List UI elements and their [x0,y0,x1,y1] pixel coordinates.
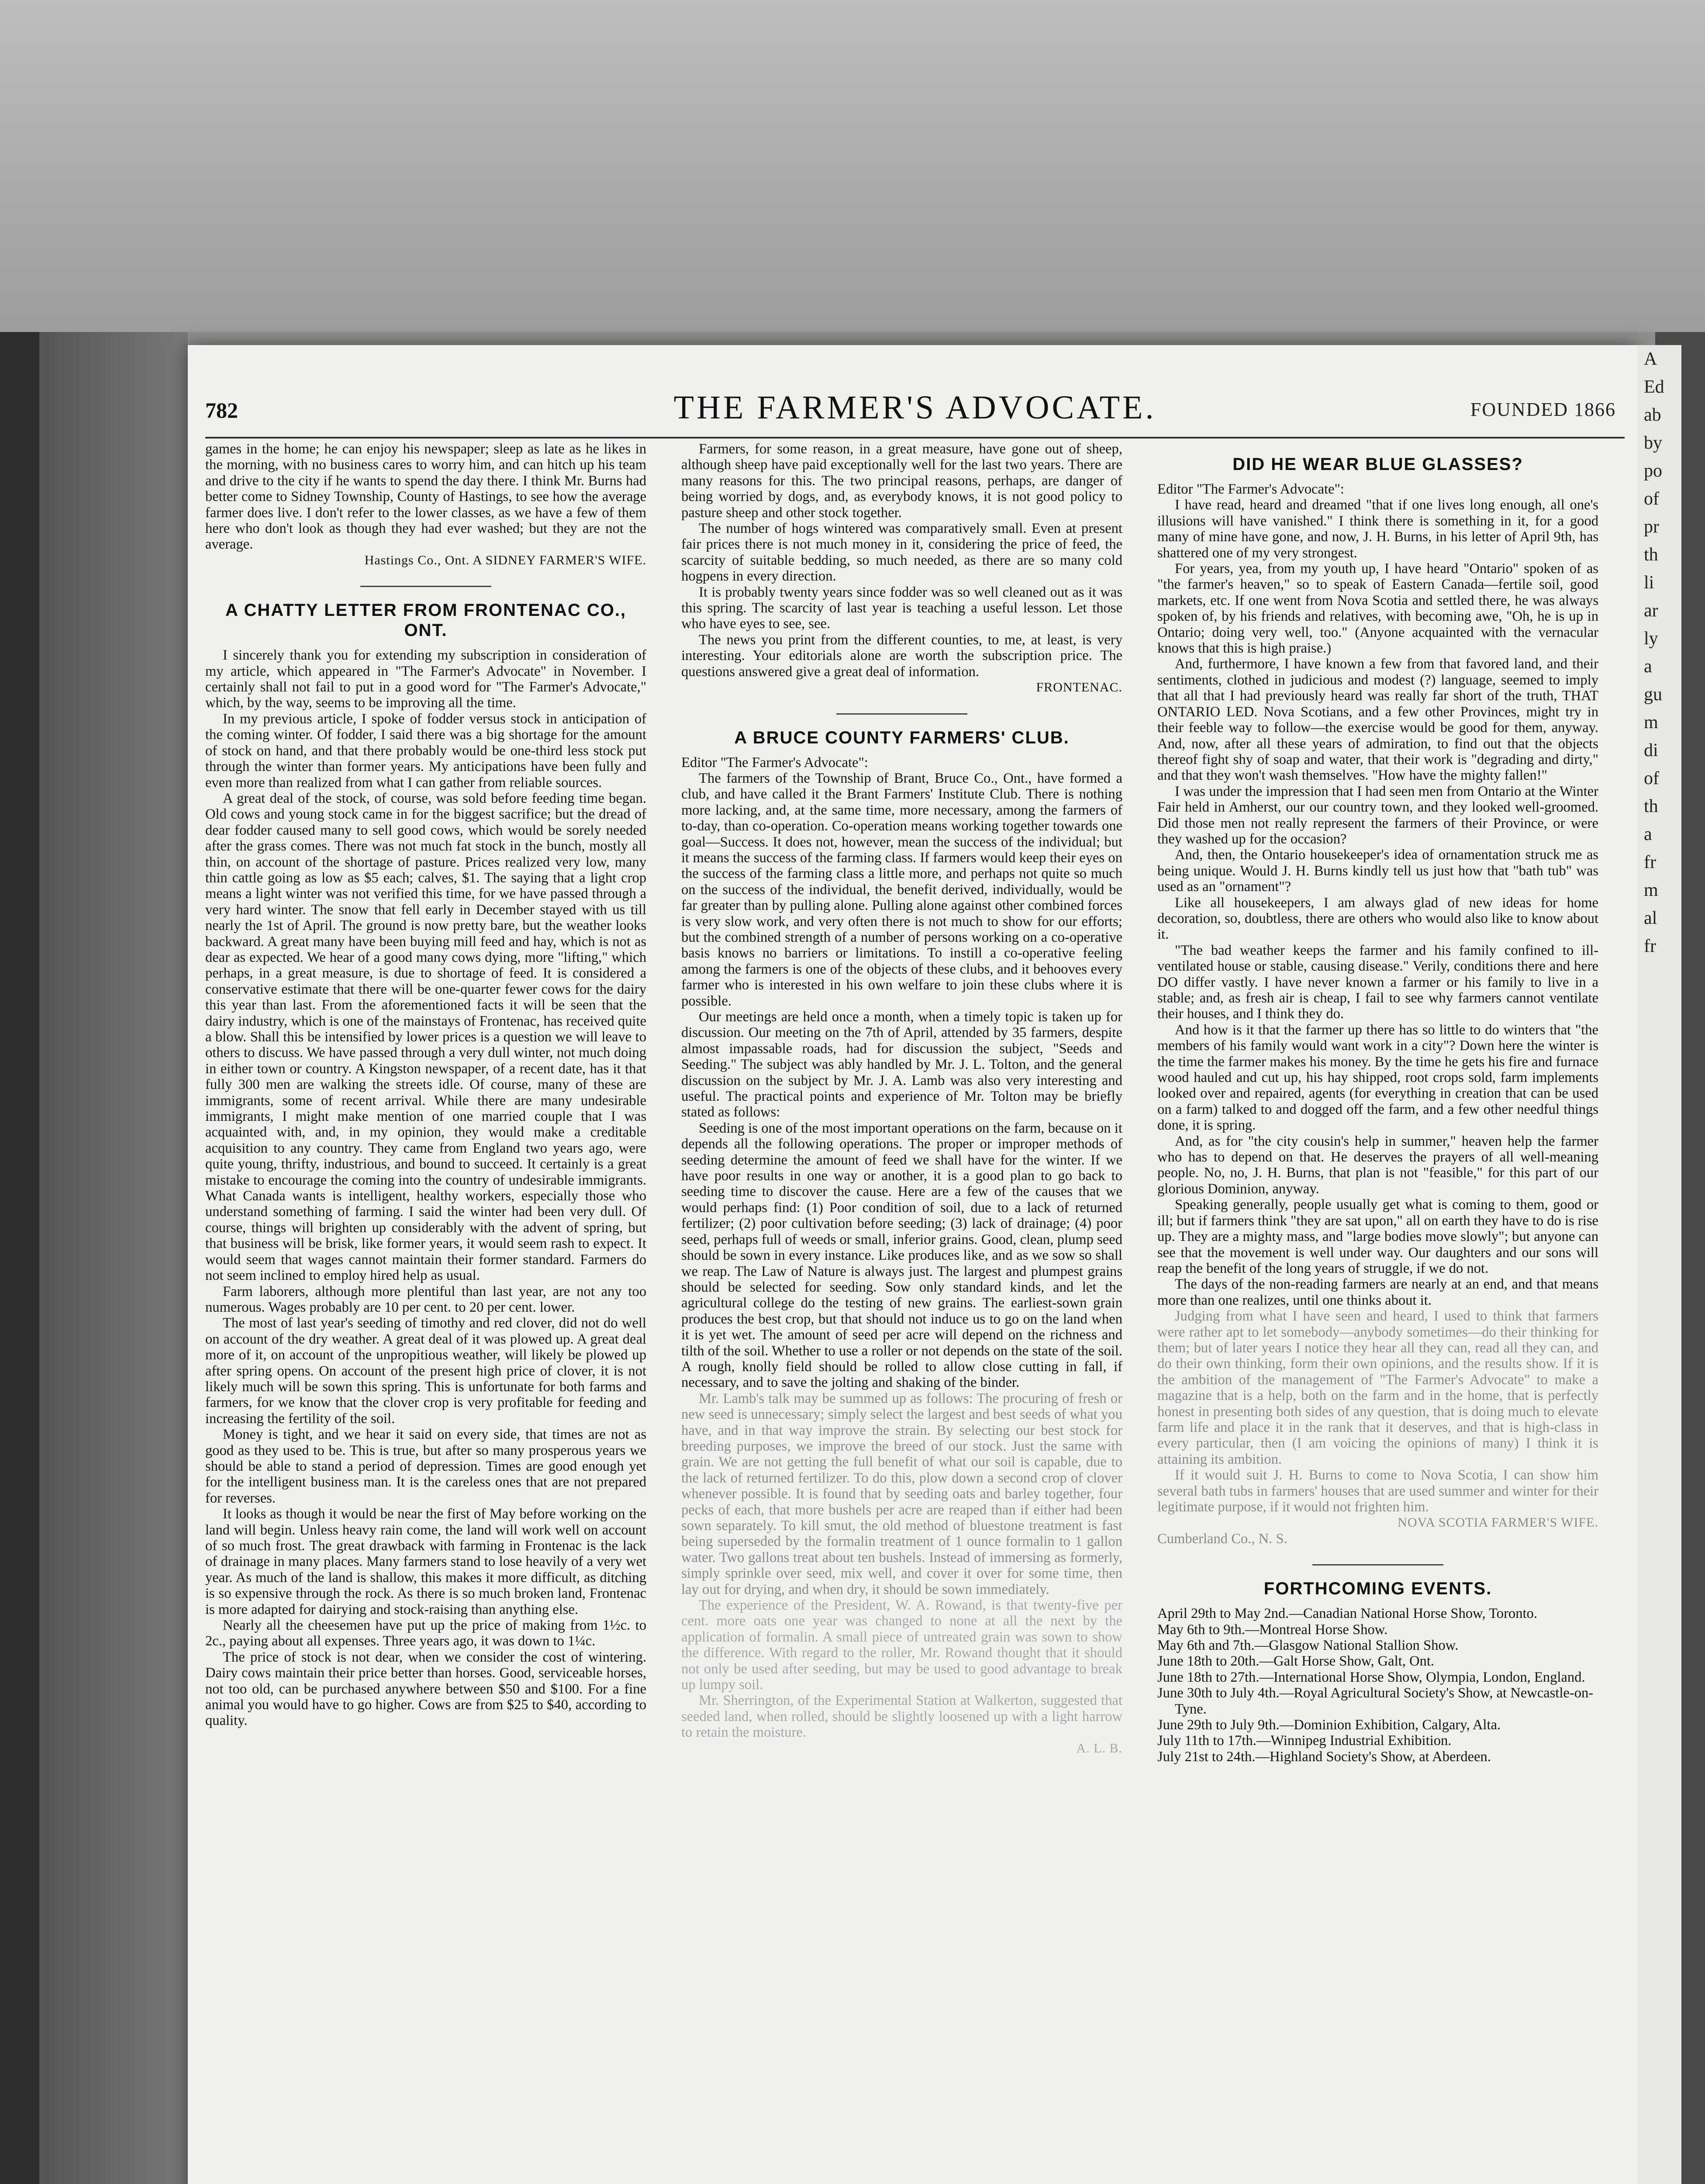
article-paragraph: It looks as though it would be near the first of May before working on the land will begin. Unless heavy rain come, the land will work well on account of so much frost. The great drawback with farming in Frontenac is the lack of drainage in many places. Many farmers stand to lose heavily of a very wet year. As much of the land is shallow, this makes it more difficult, as ditching is so expensive through the rock. As there is so much broken land, Frontenac is more adapted for dairying and stock-raising than anything else. [205,1506,646,1617]
column-3 [1157,441,1598,2184]
article-body-frontenac [205,647,646,1729]
article-paragraph: Nearly all the cheesemen have put up the price of making from 1½c. to 2c., paying about all expenses. Three years ago, it was down to 1¼c. [205,1617,646,1649]
article-paragraph: The days of the non-reading farmers are nearly at an end, and that means more than one realizes, until one thinks about it. [1157,1276,1598,1308]
article-paragraph: Money is tight, and we hear it said on every side, that times are not as good as they used to be. This is true, but after so many prosperous years we should be able to stand a period of depression. Times are good enough yet for the intelligent business man. It is the careless ones that are not prepared for reverses. [205,1427,646,1506]
adjacent-page-fragment: a [1644,657,1652,677]
article-body-blue-glasses [1157,497,1598,1515]
article-paragraph: And, as for "the city cousin's help in summer," heaven help the farmer who has to depend on that. He deserves the prayers of all well-meaning people. No, no, J. H. Burns, that plan is not "feasible," for this part of our glorious Dominion, anyway. [1157,1133,1598,1197]
article-paragraph: It is probably twenty years since fodder was so well cleaned out as it was this spring. The scarcity of last year is teaching a useful lesson. Let those who have eyes to see, see. [681,584,1122,632]
adjacent-page-fragment: m [1644,880,1658,900]
article-paragraph: For years, yea, from my youth up, I have heard "Ontario" spoken of as "the farmer's heaven," so to speak of Eastern Canada—fertile soil, good markets, etc. If one went from Nova Scotia and settled there, he was always spoken of, by his friends and relatives, with becoming awe, "Oh, he is up in Ontario; doing very well, too." (Anyone acquainted with the vernacular knows that this is high praise.) [1157,561,1598,657]
adjacent-page-fragment: di [1644,740,1658,760]
section-divider [360,586,491,587]
events-heading: FORTHCOMING EVENTS. [1263,1579,1492,1599]
signature-frontenac: FRONTENAC. [1036,680,1122,695]
article-paragraph: Farm laborers, although more plentiful than last year, are not any too numerous. Wages probably are 10 per cent. to 20 per cent. lower. [205,1283,646,1315]
article-paragraph: Like all housekeepers, I am always glad of new ideas for home decoration, so, doubtless, there are others who would also like to know about it. [1157,895,1598,943]
adjacent-page-fragment: al [1644,908,1657,928]
section-divider [836,713,967,715]
adjacent-page-fragment: po [1644,461,1662,481]
article-paragraph: Judging from what I have seen and heard, I used to think that farmers were rather apt to let somebody—anybody sometimes—do their thinking for them; but of later years I notice they hear all they can, read all they can, and do their own thinking, form their own opinions, and the results show. If it is the ambition of the management of "The Farmer's Advocate" to make a magazine that is a help, both on the farm and in the home, that is perfectly honest in presenting both sides of any question, that is doing much to elevate farm life and place it in the rank that it deserves, and that is high-class in every particular, then (I am voicing the opinions of many) I think it is attaining its ambition. [1157,1308,1598,1467]
adjacent-page-fragment: pr [1644,517,1659,537]
article-paragraph: The news you print from the different counties, to me, at least, is very interesting. Your editorials alone are worth the subscription price. The questions answered give a great deal of information. [681,632,1122,680]
article-heading-bruce-county: A BRUCE COUNTY FARMERS' CLUB. [734,728,1070,747]
article-heading-blue-glasses: DID HE WEAR BLUE GLASSES? [1232,455,1523,474]
article-paragraph: "The bad weather keeps the farmer and his family confined to ill-ventilated house or stable, causing disease." Verily, conditions there and here DO differ vastly. I have never known a farmer or his family to live in a stable; and, as fresh air is cheap, I fail to see why farmers cannot ventilate their houses, and I think they do. [1157,942,1598,1022]
running-header [205,389,1625,437]
adjacent-page-fragment: th [1644,545,1658,565]
adjacent-page-fragment: a [1644,824,1652,844]
adjacent-page-fragment: ar [1644,601,1658,621]
section-divider [1312,1564,1443,1565]
article-paragraph: I have read, heard and dreamed "that if one lives long enough, all one's illusions will have vanished." I think there is something in it, for a good many of mine have gone, and now, J. H. Burns, in his letter of April 9th, has shattered one of my very strongest. [1157,497,1598,561]
adjacent-page-fragment: by [1644,433,1662,453]
intro-signature: Hastings Co., Ont. A SIDNEY FARMER'S WIFE. [364,553,646,567]
adjacent-page-fragment: of [1644,489,1659,509]
adjacent-page-fragment: fr [1644,852,1656,872]
article-paragraph: The most of last year's seeding of timothy and red clover, did not do well on account of the dry weather. A great deal of it was plowed up. A great deal more of it, on account of the unpropitious weather, will likely be plowed up after spring opens. On account of the present high price of clover, it is not likely much will be sown this spring. This is unfortunate for both farms and farmers, for we know that the clover crop is very profitable for feeding and increasing the fertility of the soil. [205,1315,646,1427]
editor-salutation: Editor "The Farmer's Advocate": [1157,481,1344,497]
adjacent-page-fragment: A [1644,349,1657,369]
event-item: June 18th to 20th.—Galt Horse Show, Galt, Ont. [1157,1653,1435,1669]
adjacent-page-fragment: li [1644,573,1654,593]
article-body-frontenac-continued [681,441,1122,680]
journal-title: THE FARMER'S ADVOCATE. [673,389,1156,426]
event-item: June 29th to July 9th.—Dominion Exhibition, Calgary, Alta. [1157,1717,1501,1733]
editor-salutation: Editor "The Farmer's Advocate": [681,754,868,771]
adjacent-page-fragment: th [1644,796,1658,816]
event-item: July 21st to 24th.—Highland Society's Show, at Aberdeen. [1157,1749,1491,1765]
event-item: May 6th to 9th.—Montreal Horse Show. [1157,1621,1388,1638]
event-item: April 29th to May 2nd.—Canadian National Horse Show, Toronto. [1157,1606,1537,1622]
article-paragraph: Mr. Sherrington, of the Experimental Station at Walkerton, suggested that seeded land, when rolled, should be slightly loosened up with a light harrow to retain the moisture. [681,1693,1122,1741]
article-paragraph: And how is it that the farmer up there has so little to do winters that "the members of his family would want work in a city"? Down here the winter is the time the farmer makes his money. By the time he gets his fire and furnace wood hauled and cut up, his hay shipped, root crops sold, farm implements looked over and repaired, agents (for everything in creation that can be used on a farm) talked to and dogged off the farm, and a few other needful things done, it is spring. [1157,1022,1598,1133]
article-paragraph: If it would suit J. H. Burns to come to Nova Scotia, I can show him several bath tubs in farmers' houses that are used summer and winter for their legitimate purpose, if it would not frighten him. [1157,1467,1598,1515]
article-paragraph: Speaking generally, people usually get what is coming to them, good or ill; but if farmers think "they are sat upon," all on earth they have to do is rise up. They are a mighty mass, and "large bodies move slowly"; but anyone can see that the movement is well under way. Our daughters and our sons will reap the benefit of the long years of struggle, if we do not. [1157,1197,1598,1276]
adjacent-page-fragment: gu [1644,684,1662,705]
event-item: June 30th to July 4th.—Royal Agricultural Society's Show, at Newcastle-on-Tyne. [1157,1685,1594,1717]
article-paragraph: I was under the impression that I had seen men from Ontario at the Winter Fair held in Amherst, our our country town, and they looked well-groomed. Did those men not really represent the farmers of their Province, or were they washed up for the occasion? [1157,783,1598,847]
article-paragraph: A great deal of the stock, of course, was sold before feeding time began. Old cows and young stock came in for the biggest sacrifice; but the dread of dear fodder caused many to sell good cows, which would be sorely needed after the grass comes. There was not much fat stock in the bunch, mostly all thin, on account of the shortage of pasture. Prices realized very low, many thin cattle going as low as $5 each; calves, $1. The saying that a light crop means a light winter was not verified this time, for we have passed through a very hard winter. The snow that fell early in December stayed with us till nearly the 1st of April. The ground is now pretty bare, but the weather looks backward. A great many have been buying mill feed and hay, which is not as dear as expected. We hear of a good many cows dying, more "lifting," which perhaps, in a great measure, is due to shortage of feed. It is considered a conservative estimate that there will be one-quarter fewer cows for the dairy this year than last. From the aforementioned facts it will be seen that the dairy industry, which is one of the mainstays of Frontenac, has received quite a blow. Shall this be intensified by lower prices is a question we will leave to others to discuss. We have passed through a very dull winter, not much doing in either town or country. A Kingston newspaper, of a recent date, has it that fully 300 men are walking the streets idle. Of course, many of these are immigrants, some of recent arrival. While there are many undesirable immigrants, I might make mention of one married couple that I was acquainted with, and, in my opinion, they would make a creditable acquisition to any country. They came from England two years ago, were quite young, thrifty, industrious, and bound to succeed. It certainly is a great mistake to encourage the coming into the country of undesirable immigrants. What Canada wants is intelligent, healthy workers, especially those who understand something of farming. I said the winter had been very dull. Of course, things will brighten up considerably with the advent of spring, but that business will be brisk, like former years, it would seem rash to expect. It would seem that wages cannot maintain their former standard. Farmers do not seem inclined to employ hired help as usual. [205,790,646,1284]
adjacent-page-fragment: Ed [1644,377,1664,397]
founded-note: FOUNDED 1866 [1470,399,1616,420]
adjacent-page-fragment: ab [1644,405,1661,425]
article-paragraph: The experience of the President, W. A. Rowand, is that twenty-five per cent. more oats one year was changed to none at all the next by the application of formalin. A small piece of untreated grain was sown to show the difference. With regard to the roller, Mr. Rowand thought that it should not only be used after seeding, but may be used to good advantage to break up lumpy soil. [681,1597,1122,1693]
page-gutter-shadow [39,332,188,2184]
column-1 [205,441,646,2184]
signature-bruce-county: A. L. B. [1076,1741,1122,1755]
adjacent-page-edge [1638,345,1681,2184]
column-2 [681,441,1122,2184]
header-rule [205,437,1625,439]
intro-paragraph: games in the home; he can enjoy his newspaper; sleep as late as he likes in the morning, with no business cares to worry him, and can hitch up his team and drive to the city if he wants to spend the day there. I think Mr. Burns had better come to Sidney Township, County of Hastings, to see how the average farmer does live. I don't refer to the lower classes, as we have a few of them here who don't look as though they had ever washed; but they are not the average. [205,441,646,553]
article-paragraph: I sincerely thank you for extending my subscription in consideration of my article, which appeared in "The Farmer's Advocate" in November. I certainly shall not fail to put in a good word for "The Farmer's Advocate," which, by the way, seems to be improving all the time. [205,647,646,711]
article-paragraph: The farmers of the Township of Brant, Bruce Co., Ont., have formed a club, and have called it the Brant Farmers' Institute Club. There is nothing more lacking, and, at the same time, more necessary, among the farmers of to-day, than co-operation. Co-operation means working together towards one goal—Success. It does not, however, mean the success of the individual; but it means the success of the farming class. If farmers would keep their eyes on the success of the farming class a little more, and perhaps not quite so much on the success of the individual, the benefit derived, individually, would be far greater than by pulling alone. Pulling alone against other combined forces is very slow work, and very often there is not much to show for our efforts; but the combined strength of a number of persons working on a co-operative basis knows no barriers or limitations. To instill a co-operative feeling among the farmers is one of the objects of these clubs, and it behooves every farmer who is interested in his own welfare to join these clubs where it is possible. [681,770,1122,1009]
events-list [1157,1606,1598,1765]
adjacent-page-fragment: ly [1644,629,1658,649]
article-paragraph: Farmers, for some reason, in a great measure, have gone out of sheep, although sheep have paid exceptionally well for the last two years. There are many reasons for this. The two principal reasons, perhaps, are danger of being worried by dogs, and, as everybody knows, it is not good policy to pasture sheep and other stock together. [681,441,1122,521]
adjacent-page-fragment: m [1644,712,1658,733]
article-paragraph: Seeding is one of the most important operations on the farm, because on it depends all the following operations. The proper or improper methods of seeding determine the amount of feed we shall have for the winter. If we have poor results in one way or another, it is a good plan to go back to seeding time to discover the cause. Here are a few of the causes that we would perhaps find: (1) Poor condition of soil, due to a lack of returned fertilizer; (2) poor cultivation before seeding; (3) lack of drainage; (4) poor seed, perhaps full of weeds or small, inferior grains. Good, clean, plump seed should be sown in every instance. Like produces like, and as we sow so shall we reap. The Law of Nature is always just. The largest and plumpest grains should be selected for seeding. Sow only standard kinds, and let the agricultural college do the testing of new grains. The earliest-sown grain produces the best crop, but that should not induce us to go on the land when it is yet wet. The amount of seed per acre will depend on the richness and tilth of the soil. Whether to use a roller or not depends on the state of the soil. A rough, knolly field should be rolled to allow close cutting in fall, if necessary, and to save the jolting and shaking of the binder. [681,1120,1122,1391]
article-paragraph: In my previous article, I spoke of fodder versus stock in anticipation of the coming winter. Of fodder, I said there was a big shortage for the amount of stock on hand, and that there probably would be one-third less stock put through the winter than former years. My anticipations have been fully and even more than realized from what I can gather from reliable sources. [205,711,646,791]
event-item: May 6th and 7th.—Glasgow National Stallion Show. [1157,1638,1459,1654]
microfilm-top-margin [0,0,1705,332]
article-paragraph: Our meetings are held once a month, when a timely topic is taken up for discussion. Our meeting on the 7th of April, attended by 35 farmers, despite almost impassable roads, had for discussion the subject, "Seeds and Seeding." The subject was ably handled by Mr. J. L. Tolton, and the general discussion on the subject by Mr. J. A. Lamb was also very interesting and useful. The practical points and experience of Mr. Tolton may be briefly stated as follows: [681,1009,1122,1120]
article-paragraph: Mr. Lamb's talk may be summed up as follows: The procuring of fresh or new seed is unnecessary; simply select the largest and best seeds of what you have, and in that way improve the strain. By selecting our best stock for breeding purposes, we improve the breed of our stock. Just the same with grain. We are not getting the full benefit of what our soil is capable, due to the lack of returned fertilizer. To do this, plow down a second crop of clover whenever possible. It is found that by seeding oats and barley together, four pecks of each, that more bushels per acre are reaped than if either had been sown separately. To kill smut, the old method of bluestone treatment is fast being superseded by the formalin treatment of 1 ounce formalin to 1 gallon water. Two gallons treat about ten bushels. Instead of immersing as formerly, simply sprinkle over seed, mix well, and cover it over for some time, then lay out for drying, and when dry, it should be sown immediately. [681,1390,1122,1597]
signature-nova-scotia: NOVA SCOTIA FARMER'S WIFE. [1398,1515,1598,1530]
event-item: July 11th to 17th.—Winnipeg Industrial Exhibition. [1157,1733,1452,1749]
article-paragraph: And, furthermore, I have known a few from that favored land, and their sentiments, clothed in judicious and modest (?) language, seemed to imply that all that I had previously heard was really far short of the truth, THAT ONTARIO LED. Nova Scotians, and a few other Provinces, might try in their feeble way to follow—the exercise would be good for them, anyway. And, now, after all these years of admiration, to find out that the objects thereof fight shy of soap and water, that their work is "degrading and dirty," and that they won't wash themselves. "How have the mighty fallen!" [1157,656,1598,784]
article-heading-frontenac: A CHATTY LETTER FROM FRONTENAC CO., ONT. [225,601,627,640]
article-paragraph: And, then, the Ontario housekeeper's idea of ornamentation struck me as being unique. Would J. H. Burns kindly tell us just how that "bath tub" was used as an "ornament"? [1157,847,1598,895]
article-paragraph: The number of hogs wintered was comparatively small. Even at present fair prices there is not much money in it, considering the price of feed, the scarcity of suitable bedding, so much needed, as there are so many cold hogpens in every direction. [681,521,1122,584]
adjacent-page-fragment: of [1644,768,1659,788]
film-edge-left [0,332,39,2184]
adjacent-page-fragment: fr [1644,936,1656,956]
article-paragraph: The price of stock is not dear, when we consider the cost of wintering. Dairy cows maintain their price better than horses. Good, serviceable horses, not too old, can be purchased anywhere between $50 and $100. For a fine animal you would have to go higher. Cows are from $25 to $40, according to quality. [205,1649,646,1729]
signature-place: Cumberland Co., N. S. [1157,1531,1287,1547]
article-body-bruce-county [681,771,1122,1741]
page-number: 782 [205,398,238,422]
event-item: June 18th to 27th.—International Horse Show, Olympia, London, England. [1157,1669,1585,1685]
